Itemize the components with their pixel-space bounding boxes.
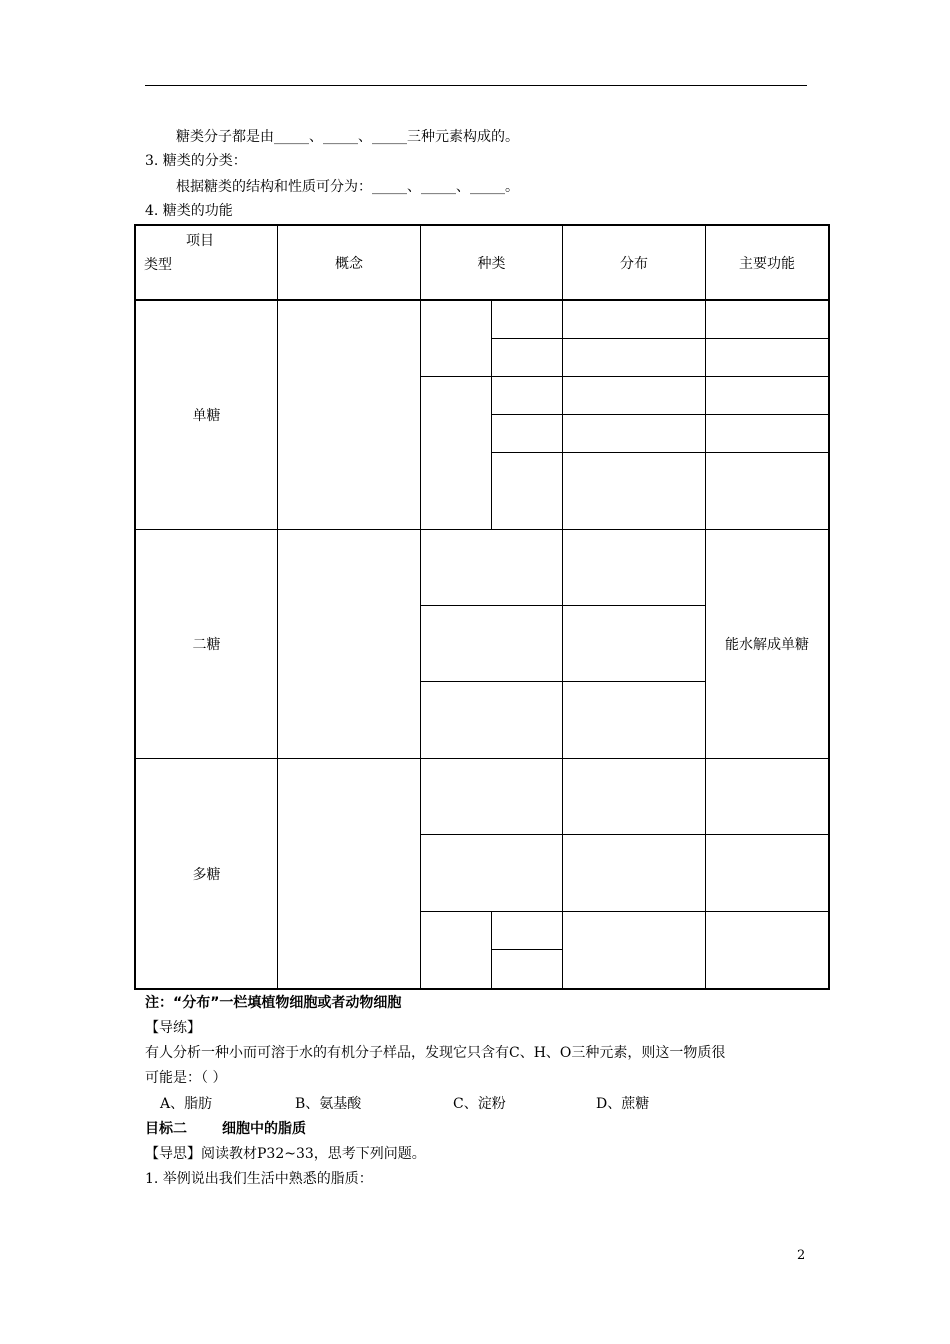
disaccharide-function: 能水解成单糖 [725,637,809,653]
option-d: D、蔗糖 [596,1096,650,1112]
page-number: 2 [797,1248,806,1263]
header-concept: 概念 [335,255,363,272]
header-kind: 种类 [477,255,506,272]
practice-question-line2: 可能是：（ ） [145,1070,227,1086]
row-disaccharide: 二糖 [192,637,221,653]
header-function: 主要功能 [739,255,795,272]
goal2-title: 细胞中的脂质 [222,1121,306,1137]
practice-heading: 【导练】 [145,1020,201,1036]
text-line-elements: 糖类分子都是由_____、_____、_____三种元素构成的。 [176,129,519,145]
sugar-function-table [134,224,830,990]
table-note: 注：“分布”一栏填植物细胞或者动物细胞 [145,995,402,1011]
option-a: A、脂肪 [160,1096,213,1112]
lipid-question: 1. 举例说出我们生活中熟悉的脂质： [145,1171,373,1187]
row-polysaccharide: 多糖 [192,866,221,883]
text-line-function: 4. 糖类的功能 [145,203,233,219]
text-line-classification: 3. 糖类的分类： [145,153,247,169]
header-type-label: 类型 [144,257,172,273]
header-distribution: 分布 [620,255,648,272]
option-b: B、氨基酸 [295,1096,362,1112]
guide-line: 【导思】阅读教材P32~33，思考下列问题。 [145,1146,426,1162]
practice-question-line1: 有人分析一种小而可溶于水的有机分子样品，发现它只含有C、H、O三种元素，则这一物质很 [145,1045,726,1061]
option-c: C、淀粉 [453,1096,506,1112]
text-line-structure: 根据糖类的结构和性质可分为：_____、_____、_____。 [176,179,519,195]
header-item-label: 项目 [186,233,214,249]
header-rule [145,85,807,86]
goal2-label: 目标二 [145,1121,187,1137]
row-monosaccharide: 单糖 [192,408,221,424]
